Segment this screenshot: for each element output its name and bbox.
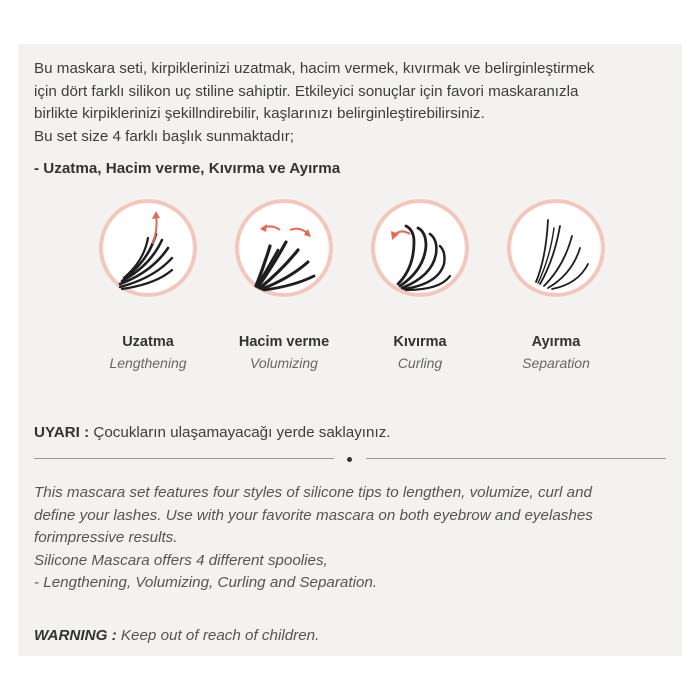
english-warning-label: WARNING : — [34, 627, 117, 644]
lengthening-lash-icon — [98, 198, 198, 298]
feature-separation — [496, 198, 626, 398]
feature-label-tr: Kıvırma — [393, 334, 447, 350]
curling-lash-icon — [370, 198, 470, 298]
english-warning-text: Keep out of reach of children. — [116, 627, 320, 644]
english-warning — [34, 627, 319, 644]
divider-dot — [347, 457, 352, 462]
feature-volumizing — [224, 198, 354, 398]
feature-curling — [360, 198, 490, 398]
english-line: - Lengthening, Volumizing, Curling and Separation. — [34, 574, 378, 591]
turkish-line: birlikte kirpiklerinizi şekillndirebilir, kaşlarınızı belirginleştirebilirsiniz. — [34, 105, 485, 122]
feature-label-tr: Hacim verme — [238, 334, 330, 350]
english-line: Silicone Mascara offers 4 different spoolies, — [34, 551, 328, 569]
english-line: This mascara set features four styles of silicone tips to lengthen, volumize, curl and — [34, 484, 592, 501]
feature-label-en: Curling — [397, 355, 443, 371]
turkish-line: Bu maskara seti, kirpiklerinizi uzatmak, hacim vermek, kıvırmak ve belirginleştirmek — [34, 60, 595, 77]
turkish-warning-text: Çocukların ulaşamayacağı yerde saklayınız. — [89, 424, 391, 441]
turkish-line: için dört farklı silikon uç stiline sahiptir. Etkileyici sonuçlar için favori maskaranızla — [34, 82, 579, 100]
turkish-description — [34, 58, 594, 148]
feature-label-en: Separation — [522, 355, 590, 371]
feature-label-en: Lengthening — [109, 355, 187, 371]
english-description — [34, 482, 593, 595]
turkish-line: Bu set size 4 farklı başlık sunmaktadır; — [34, 127, 294, 145]
feature-lengthening — [88, 198, 218, 398]
turkish-warning-label: UYARI : — [34, 424, 90, 441]
feature-label-tr: Uzatma — [122, 334, 174, 350]
divider-right — [366, 458, 666, 459]
turkish-styles-line: - Uzatma, Hacim verme, Kıvırma ve Ayırma — [34, 160, 341, 177]
turkish-warning — [34, 424, 391, 441]
divider-left — [34, 458, 334, 459]
feature-label-tr: Ayırma — [531, 334, 581, 350]
separation-lash-icon — [506, 198, 606, 298]
feature-label-en: Volumizing — [250, 355, 318, 371]
english-line: forimpressive results. — [34, 529, 178, 546]
volumizing-lash-icon — [234, 198, 334, 298]
english-line: define your lashes. Use with your favorite mascara on both eyebrow and eyelashes — [34, 506, 593, 524]
